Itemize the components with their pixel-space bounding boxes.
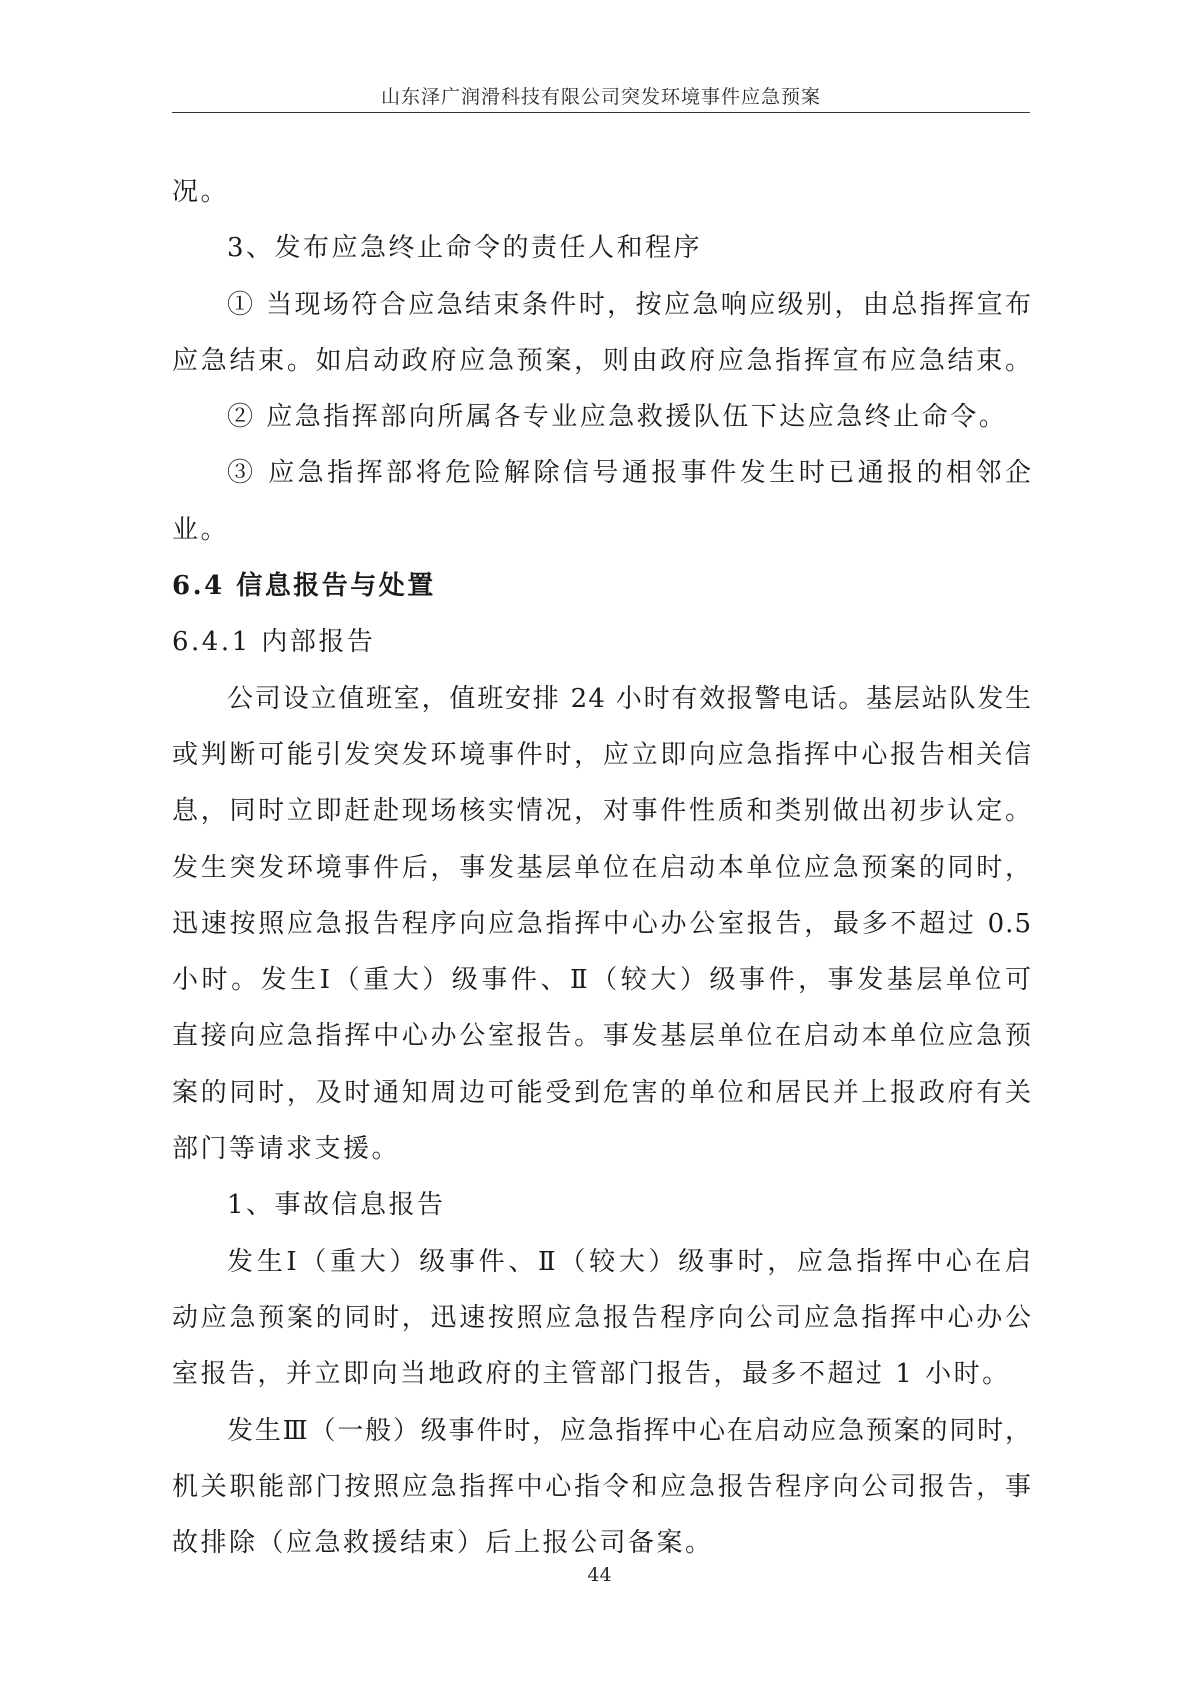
- paragraph-line: 部门等请求支援。: [172, 1134, 401, 1165]
- paragraph-line: ② 应急指挥部向所属各专业应急救援队伍下达应急终止命令。: [227, 402, 1008, 433]
- list-heading: 1、事故信息报告: [227, 1190, 446, 1221]
- paragraph-line: 动应急预案的同时，迅速按照应急报告程序向公司应急指挥中心办公: [172, 1302, 1032, 1333]
- paragraph-line: 发生Ⅰ（重大）级事件、Ⅱ（较大）级事时，应急指挥中心在启: [227, 1246, 1032, 1277]
- paragraph-line: 迅速按照应急报告程序向应急指挥中心办公室报告，最多不超过 0.5: [172, 908, 1032, 939]
- section-heading: 6.4 信息报告与处置: [172, 571, 436, 602]
- header-divider: [172, 112, 1030, 113]
- subsection-heading: 6.4.1 内部报告: [172, 627, 376, 658]
- paragraph-line: 故排除（应急救援结束）后上报公司备案。: [172, 1528, 714, 1559]
- paragraph-line: 息，同时立即赶赴现场核实情况，对事件性质和类别做出初步认定。: [172, 796, 1032, 827]
- paragraph-line: 小时。发生Ⅰ（重大）级事件、Ⅱ（较大）级事件，事发基层单位可: [172, 965, 1032, 996]
- paragraph-line: 业。: [172, 514, 230, 545]
- paragraph-line: ③ 应急指挥部将危险解除信号通报事件发生时已通报的相邻企: [227, 458, 1032, 489]
- page-number: 44: [587, 1564, 612, 1586]
- page-header: 山东泽广润滑科技有限公司突发环境事件应急预案: [380, 86, 821, 108]
- paragraph-line: 机关职能部门按照应急指挥中心指令和应急报告程序向公司报告，事: [172, 1471, 1032, 1502]
- paragraph-line: ① 当现场符合应急结束条件时，按应急响应级别，由总指挥宣布: [227, 289, 1032, 320]
- list-heading: 3、发布应急终止命令的责任人和程序: [227, 233, 703, 264]
- paragraph-line: 公司设立值班室，值班安排 24 小时有效报警电话。基层站队发生: [227, 683, 1032, 714]
- document-body: [172, 164, 1032, 1571]
- paragraph-line: 直接向应急指挥中心办公室报告。事发基层单位在启动本单位应急预: [172, 1021, 1032, 1052]
- paragraph-line: 发生突发环境事件后，事发基层单位在启动本单位应急预案的同时，: [172, 852, 1032, 883]
- paragraph-line: 况。: [172, 177, 230, 207]
- paragraph-line: 或判断可能引发突发环境事件时，应立即向应急指挥中心报告相关信: [172, 739, 1032, 770]
- paragraph-line: 案的同时，及时通知周边可能受到危害的单位和居民并上报政府有关: [172, 1077, 1032, 1108]
- paragraph-line: 应急结束。如启动政府应急预案，则由政府应急指挥宣布应急结束。: [172, 345, 1032, 376]
- paragraph-line: 发生Ⅲ（一般）级事件时，应急指挥中心在启动应急预案的同时，: [227, 1415, 1032, 1446]
- paragraph-line: 室报告，并立即向当地政府的主管部门报告，最多不超过 1 小时。: [172, 1359, 1011, 1390]
